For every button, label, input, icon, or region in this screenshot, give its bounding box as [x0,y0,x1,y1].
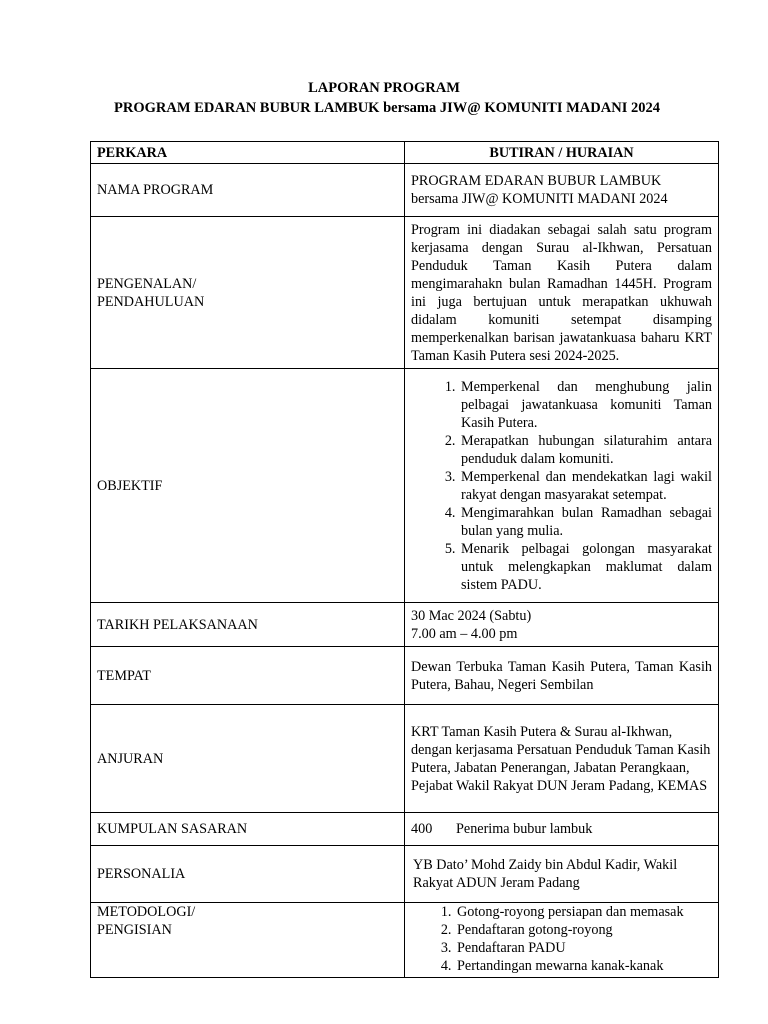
row-value-pengenalan: Program ini diadakan sebagai salah satu program kerjasama dengan Surau al-Ikhwan, Persatuan Penduduk Taman Kasih Putera dalam mengimarahakn bulan Ramadhan 1445H. Program ini juga bertujuan untuk merapatkan ukhuwah didalam komuniti setempat disamping memperkenalkan barisan jawatankuasa baharu KRT Taman Kasih Putera sesi 2024-2025. [405,217,719,369]
column-header-perkara: PERKARA [91,142,405,164]
row-label-metodologi [91,903,405,978]
list-item: 5. Menarik pelbagai golongan masyarakat untuk melengkapkan maklumat dalam sistem PADU. [459,540,712,594]
program-report-table [90,141,719,978]
row-label-anjuran: ANJURAN [91,705,405,813]
table-row-metodologi [91,903,719,978]
table-row-tarikh [91,603,719,647]
pengenalan-label-line2: PENDAHULUAN [97,293,205,310]
row-label-tarikh: TARIKH PELAKSANAAN [91,603,405,647]
document-subtitle: PROGRAM EDARAN BUBUR LAMBUK bersama JIW@ KOMUNITI MADANI 2024 [114,100,660,116]
list-item: 3. Memperkenal dan mendekatkan lagi wakil rakyat dengan masyarakat setempat. [459,468,712,504]
table-row-tempat [91,647,719,705]
row-label-personalia: PERSONALIA [91,846,405,903]
row-value-tempat: Dewan Terbuka Taman Kasih Putera, Taman Kasih Putera, Bahau, Negeri Sembilan [405,647,719,705]
row-label-nama-program: NAMA PROGRAM [91,164,405,217]
row-label-objektif: OBJEKTIF [91,369,405,603]
document-title: LAPORAN PROGRAM [308,80,460,96]
nama-program-line1: PROGRAM EDARAN BUBUR LAMBUK [411,173,662,189]
row-label-pengenalan [91,217,405,369]
metodologi-list [411,903,712,975]
list-item: 4. Pertandingan mewarna kanak-kanak [455,957,712,975]
row-label-tempat: TEMPAT [91,647,405,705]
row-value-kumpulan-sasaran [405,813,719,846]
row-value-personalia: YB Dato’ Mohd Zaidy bin Abdul Kadir, Wakil Rakyat ADUN Jeram Padang [405,846,719,903]
row-value-metodologi [405,903,719,978]
objektif-list [411,378,712,594]
row-value-anjuran: KRT Taman Kasih Putera & Surau al-Ikhwan, dengan kerjasama Persatuan Penduduk Taman Kasih Putera, Jabatan Penerangan, Jabatan Perangkaan, Pejabat Wakil Rakyat DUN Jeram Padang, KEMAS [405,705,719,813]
column-header-butiran: BUTIRAN / HURAIAN [405,142,719,164]
tarikh-time: 7.00 am – 4.00 pm [411,625,518,642]
kumpulan-count: 400 [411,821,433,837]
row-value-nama-program [405,164,719,217]
kumpulan-description: Penerima bubur lambuk [456,821,593,837]
list-item: 4. Mengimarahkan bulan Ramadhan sebagai bulan yang mulia. [459,504,712,540]
list-item: 1. Gotong-royong persiapan dan memasak [455,903,712,921]
metodologi-label-line1: METODOLOGI/ [97,904,196,920]
table-header-row [91,142,719,164]
row-value-tarikh [405,603,719,647]
row-value-objektif [405,369,719,603]
metodologi-label-line2: PENGISIAN [97,922,172,938]
table-row-personalia [91,846,719,903]
list-item: 1. Memperkenal dan menghubung jalin pelbagai jawatankuasa komuniti Taman Kasih Putera. [459,378,712,432]
table-row-objektif [91,369,719,603]
row-label-kumpulan-sasaran: KUMPULAN SASARAN [91,813,405,846]
table-row-nama-program [91,164,719,217]
list-item: 2. Merapatkan hubungan silaturahim antara penduduk dalam komuniti. [459,432,712,468]
tarikh-date: 30 Mac 2024 (Sabtu) [411,607,532,624]
table-row-pengenalan [91,217,719,369]
nama-program-line2: bersama JIW@ KOMUNITI MADANI 2024 [411,191,668,207]
pengenalan-label-line1: PENGENALAN/ [97,275,197,292]
table-row-anjuran [91,705,719,813]
table-row-kumpulan-sasaran [91,813,719,846]
list-item: 2. Pendaftaran gotong-royong [455,921,712,939]
list-item: 3. Pendaftaran PADU [455,939,712,957]
